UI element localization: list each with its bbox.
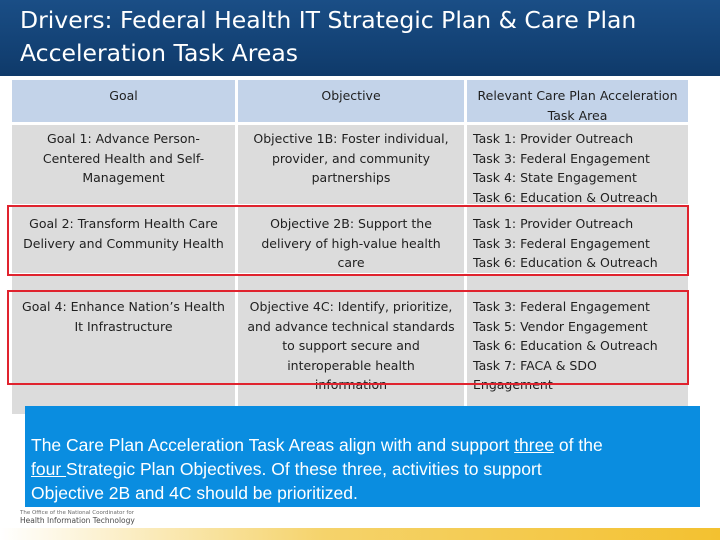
row-3-task-1: Task 3: Federal Engagement <box>473 299 650 314</box>
row-3-task-5: Engagement <box>473 377 553 392</box>
row-3-goal-line-2: It Infrastructure <box>74 318 173 334</box>
row-2-goal-line-1 <box>12 214 235 234</box>
row-2-objective-line-1: Objective 2B: Support the <box>270 216 432 231</box>
row-3-objective-line-1: Objective 4C: Identify, prioritize, <box>249 299 453 314</box>
row-1-objective-line-3: partnerships <box>311 170 391 185</box>
row-3-task-3: Task 6: Education & Outreach <box>473 338 658 353</box>
row-1-objective-line-2: provider, and community <box>271 150 430 166</box>
logo-line-2: Health Information Technology <box>20 516 135 525</box>
title-bar <box>0 0 720 76</box>
row-3-goal-text-1: : Enhance Nation’s Health <box>62 299 225 314</box>
row-1-goal-text-1: : Advance Person- <box>87 131 200 146</box>
row-3-task-4: Task 7: FACA & SDO <box>473 357 597 373</box>
header-task-area-line-2: Task Area <box>547 107 608 123</box>
row-2-tasks <box>467 207 688 273</box>
header-task-area-line-1: Relevant Care Plan Acceleration <box>477 88 678 103</box>
callout-three: three <box>514 435 555 455</box>
row-3-goal-prefix: Goal 4 <box>22 299 63 314</box>
row-3-goal-line-1 <box>12 297 235 317</box>
row-1-objective-line-1: Objective 1B: Foster individual, <box>253 131 449 146</box>
header-goal-label: Goal <box>109 88 138 103</box>
callout-line-1 <box>31 433 700 457</box>
row-1-goal-line-3: Management <box>82 170 165 185</box>
logo-line-1: The Office of the National Coordinator for <box>20 510 134 516</box>
row-1-goal-line-2: Centered Health and Self- <box>42 150 205 166</box>
row-1-tasks <box>467 125 688 204</box>
callout-text-2: Strategic Plan Objectives. Of these three, activities to support <box>66 459 542 479</box>
row-3-objective <box>238 276 464 414</box>
row-1-objective <box>238 125 464 204</box>
callout-text-1a: The Care Plan Acceleration Task Areas align with and support <box>31 435 515 455</box>
slide-title-line-1: Drivers: Federal Health IT Strategic Plan & Care Plan <box>20 6 637 34</box>
row-2-task-2: Task 3: Federal Engagement <box>473 235 650 251</box>
row-2-task-3: Task 6: Education & Outreach <box>473 255 658 270</box>
row-2-task-1: Task 1: Provider Outreach <box>473 216 634 231</box>
row-1-goal-prefix: Goal 1 <box>47 131 88 146</box>
row-2-objective-line-3: care <box>337 255 365 270</box>
header-task-area <box>467 80 688 122</box>
row-3-objective-line-5: information <box>314 377 388 392</box>
row-3-objective-line-4: interoperable health <box>287 357 415 373</box>
row-1-goal-line-1 <box>12 129 235 149</box>
row-1-task-3: Task 4: State Engagement <box>473 170 637 185</box>
row-2-objective-line-2: delivery of high-value health <box>261 235 441 251</box>
callout-text-1b: of the <box>554 435 603 455</box>
row-2-objective <box>238 207 464 273</box>
callout-four: four <box>31 459 67 479</box>
bottom-accent-bar <box>0 528 720 540</box>
row-3-goal <box>12 276 235 414</box>
row-3-tasks <box>467 276 688 414</box>
row-2-goal-line-2: Delivery and Community Health <box>23 235 224 251</box>
row-2-goal-prefix: Goal 2 <box>29 216 70 231</box>
drivers-table <box>12 80 688 414</box>
row-1-goal <box>12 125 235 204</box>
row-3-objective-line-2: and advance technical standards <box>247 318 455 334</box>
slide-title <box>20 4 710 70</box>
row-2-goal-text-1: : Transform Health Care <box>69 216 218 231</box>
row-3-task-2: Task 5: Vendor Engagement <box>473 318 648 334</box>
header-goal <box>12 80 235 122</box>
callout-box <box>25 406 700 507</box>
row-1-task-1: Task 1: Provider Outreach <box>473 131 634 146</box>
row-2-goal <box>12 207 235 273</box>
header-objective <box>238 80 464 122</box>
row-3-objective-line-3: to support secure and <box>282 338 420 353</box>
callout-line-3: Objective 2B and 4C should be prioritized. <box>31 483 358 503</box>
slide-title-line-2: Acceleration Task Areas <box>20 39 299 67</box>
row-1-task-2: Task 3: Federal Engagement <box>473 150 650 166</box>
row-1-task-4: Task 6: Education & Outreach <box>473 189 658 205</box>
header-objective-label: Objective <box>321 88 381 103</box>
callout-line-2 <box>31 457 700 481</box>
